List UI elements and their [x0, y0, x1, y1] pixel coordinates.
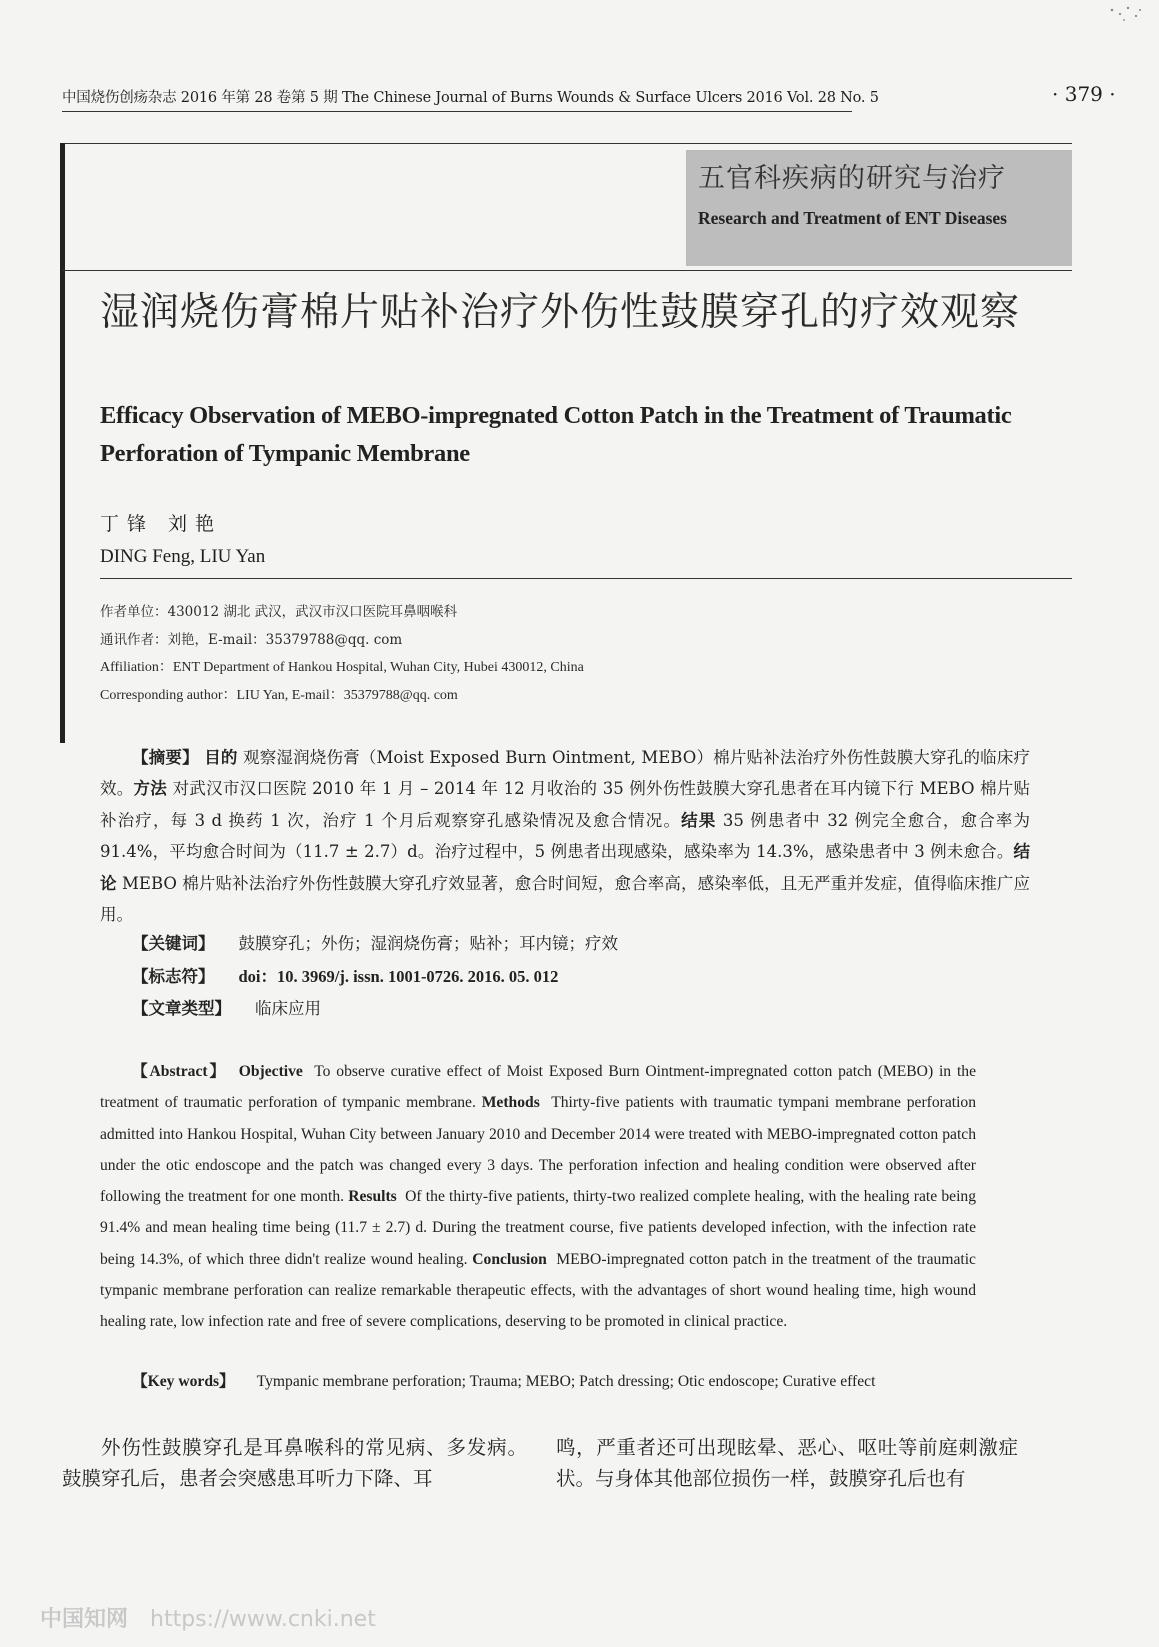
objective-text-cn: 观察湿润烧伤膏（Moist Exposed Burn Ointment, MEBO）棉片贴补法治疗外伤性鼓膜大穿孔的临床疗效。: [100, 748, 1031, 799]
affiliation-block: [100, 598, 1000, 710]
cnki-logo: 中国知网: [40, 1607, 129, 1632]
article-meta-cn: [132, 928, 1032, 1026]
section-banner: [686, 150, 1072, 266]
conclusion-label-cn: 结论: [100, 842, 1030, 893]
section-title-en: Research and Treatment of ENT Diseases: [698, 208, 1007, 228]
results-label-en: Results: [348, 1188, 397, 1206]
section-rule: [62, 270, 1072, 271]
doi: doi：10. 3969/j. issn. 1001-0726. 2016. 05. 012: [238, 966, 559, 986]
methods-label-cn: 方法: [133, 779, 168, 799]
keywords-en-line: [132, 1369, 1012, 1391]
results-text-en: Of the thirty-five patients, thirty-two realized complete healing, with the healing rate being 91.4% and mean healing time being (11.7 ± 2.7) d. During the treatment course, five patients developed infection, with the infection rate being 14.3%, of which three didn't realize wound healing.: [100, 1188, 977, 1268]
results-text-cn: 35 例患者中 32 例完全愈合，愈合率为 91.4%，平均愈合时间为（11.7 ± 2.7）d。治疗过程中，5 例患者出现感染，感染率为 14.3%，感染患者中 3 例未愈合。: [100, 810, 1030, 862]
authors-en: DING Feng, LIU Yan: [100, 546, 266, 567]
keywords-label-cn: 【关键词】: [132, 934, 215, 953]
affiliation-en: Affiliation：ENT Department of Hankou Hospital, Wuhan City, Hubei 430012, China: [100, 660, 584, 675]
doi-label: 【标志符】: [132, 966, 215, 986]
objective-label-cn: 目的: [204, 748, 238, 767]
title-cn: 湿润烧伤膏棉片贴补治疗外伤性鼓膜穿孔的疗效观察: [100, 290, 1021, 335]
body-column-right: [556, 1432, 1018, 1494]
conclusion-label-en: Conclusion: [472, 1250, 547, 1268]
objective-text-en: To observe curative effect of Moist Exposed Burn Ointment-impregnated cotton patch (MEBO) in the treatment of traumatic perforation of tympanic membrane.: [100, 1063, 976, 1112]
body-paragraph: 外伤性鼓膜穿孔是耳鼻喉科的常见病、多发病。鼓膜穿孔后，患者会突感患耳听力下降、耳: [62, 1436, 527, 1490]
running-header: [62, 82, 1116, 112]
objective-label-en: Objective: [238, 1063, 303, 1080]
section-title-cn: 五官科疾病的研究与治疗: [698, 163, 1006, 194]
corresponding-author-en: Corresponding author：LIU Yan, E-mail：35379788@qq. com: [100, 688, 458, 703]
header-rule: [62, 111, 852, 112]
authors-rule: [100, 578, 1072, 579]
keywords-en: Tympanic membrane perforation; Trauma; MEBO; Patch dressing; Otic endoscope; Curative effect: [256, 1373, 876, 1390]
top-rule: [62, 143, 1072, 144]
abstract-en: [100, 1056, 976, 1338]
methods-label-en: Methods: [481, 1094, 540, 1112]
cnki-url: https://www.cnki.net: [150, 1607, 376, 1632]
cnki-watermark: [40, 1602, 376, 1633]
methods-text-en: Thirty-five patients with traumatic tympani membrane perforation admitted into Hankou Hospital, Wuhan City between January 2010 and December 2014 were treated with MEBO-impregnated cotton patch under the otic endoscope and the patch was changed every 3 days. The perforation infection and healing condition were observed after following the treatment for one month.: [100, 1094, 976, 1206]
article-type-label: 【文章类型】: [132, 999, 231, 1018]
affiliation-cn: 作者单位：430012 湖北 武汉，武汉市汉口医院耳鼻咽喉科: [100, 604, 458, 620]
body-paragraph: 鸣，严重者还可出现眩晕、恶心、呕吐等前庭刺激症状。与身体其他部位损伤一样，鼓膜穿孔后也有: [556, 1436, 1018, 1490]
results-label-cn: 结果: [681, 810, 717, 830]
article-type: 临床应用: [255, 999, 321, 1018]
abstract-label-en: 【Abstract】: [132, 1063, 228, 1080]
authors-cn: 丁锋 刘艳: [100, 513, 223, 535]
keywords-label-en: 【Key words】: [132, 1373, 235, 1390]
keywords-cn: 鼓膜穿孔；外伤；湿润烧伤膏；贴补；耳内镜；疗效: [238, 934, 618, 953]
title-en: Efficacy Observation of MEBO-impregnated Cotton Patch in the Treatment of Traumatic Perforation of Tympanic Membrane: [100, 402, 1012, 467]
journal-citation: 中国烧伤创疡杂志 2016 年第 28 卷第 5 期 The Chinese Journal of Burns Wounds & Surface Ulcers 2016 Vol. 28 No. 5: [62, 90, 879, 106]
conclusion-text-cn: MEBO 棉片贴补法治疗外伤性鼓膜大穿孔疗效显著，愈合时间短，愈合率高，感染率低，且无严重并发症，值得临床推广应用。: [100, 873, 1030, 925]
conclusion-text-en: MEBO-impregnated cotton patch in the treatment of the traumatic tympanic membrane perforation can realize remarkable therapeutic effects, with the advantages of short wound healing time, high wound healing rate, low infection rate and free of severe complications, deserving to be promoted in clinical practice.: [100, 1250, 976, 1331]
abstract-cn: [100, 742, 1030, 930]
left-vertical-bar: [60, 143, 65, 743]
abstract-label-cn: 【摘要】: [132, 748, 199, 767]
page-number: · 379 ·: [1052, 82, 1116, 106]
corner-speck: [1106, 4, 1146, 26]
corresponding-author-cn: 通讯作者：刘艳，E-mail：35379788@qq. com: [100, 632, 403, 648]
methods-text-cn: 对武汉市汉口医院 2010 年 1 月 – 2014 年 12 月收治的 35 例外伤性鼓膜大穿孔患者在耳内镜下行 MEBO 棉片贴补治疗，每 3 d 换药 1 次，治疗 1 个月后观察穿孔感染情况及愈合情况。: [100, 779, 1031, 830]
body-column-left: [62, 1432, 527, 1494]
